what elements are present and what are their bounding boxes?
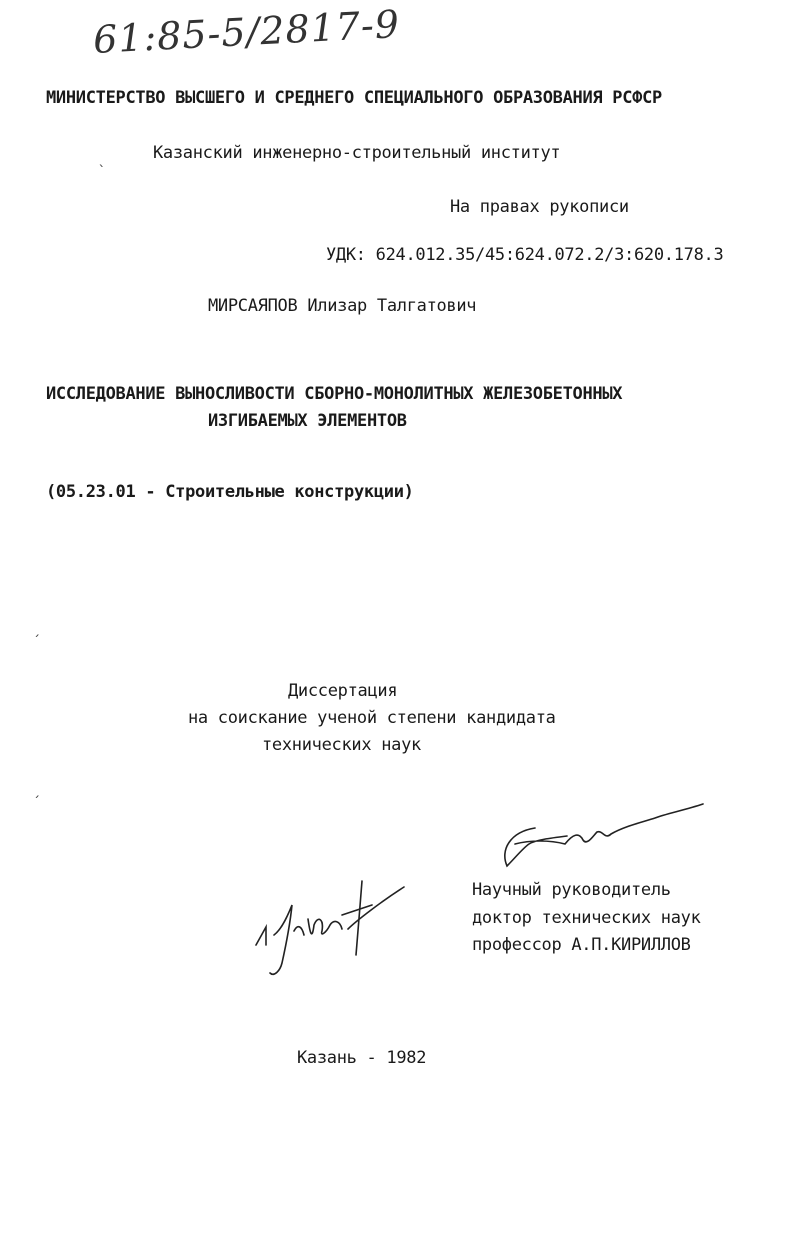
udc-code: УДК: 624.012.35/45:624.072.2/3:620.178.3 [326, 245, 724, 265]
institute-name: Казанский инженерно-строительный институт [153, 143, 561, 163]
scan-speck: ˏ [33, 621, 42, 637]
specialty-code: (05.23.01 - Строительные конструкции) [46, 482, 414, 502]
scan-speck: ˏ [33, 782, 42, 798]
ministry-header: МИНИСТЕРСТВО ВЫСШЕГО И СРЕДНЕГО СПЕЦИАЛЬНОГО ОБРАЗОВАНИЯ РСФСР [46, 88, 662, 108]
archive-code: 61:85-5/2817-9 [92, 1, 401, 62]
advisor-signature [495, 800, 715, 875]
dissertation-degree: на соискание ученой степени кандидата [188, 708, 556, 728]
thesis-title-line-1: ИССЛЕДОВАНИЕ ВЫНОСЛИВОСТИ СБОРНО-МОНОЛИТНЫХ ЖЕЛЕЗОБЕТОННЫХ [46, 384, 623, 404]
manuscript-note: На правах рукописи [450, 197, 629, 217]
scan-speck: ˎ [97, 151, 106, 167]
dissertation-field: технических наук [262, 735, 421, 755]
advisor-name: профессор А.П.КИРИЛЛОВ [472, 935, 691, 955]
author-name: МИРСАЯПОВ Илизар Талгатович [208, 296, 477, 316]
thesis-title-line-2: ИЗГИБАЕМЫХ ЭЛЕМЕНТОВ [208, 411, 407, 431]
place-year: Казань - 1982 [297, 1048, 427, 1068]
advisor-role: Научный руководитель [472, 880, 671, 900]
dissertation-label: Диссертация [288, 681, 398, 701]
author-signature [252, 875, 412, 985]
advisor-degree: доктор технических наук [472, 908, 701, 928]
